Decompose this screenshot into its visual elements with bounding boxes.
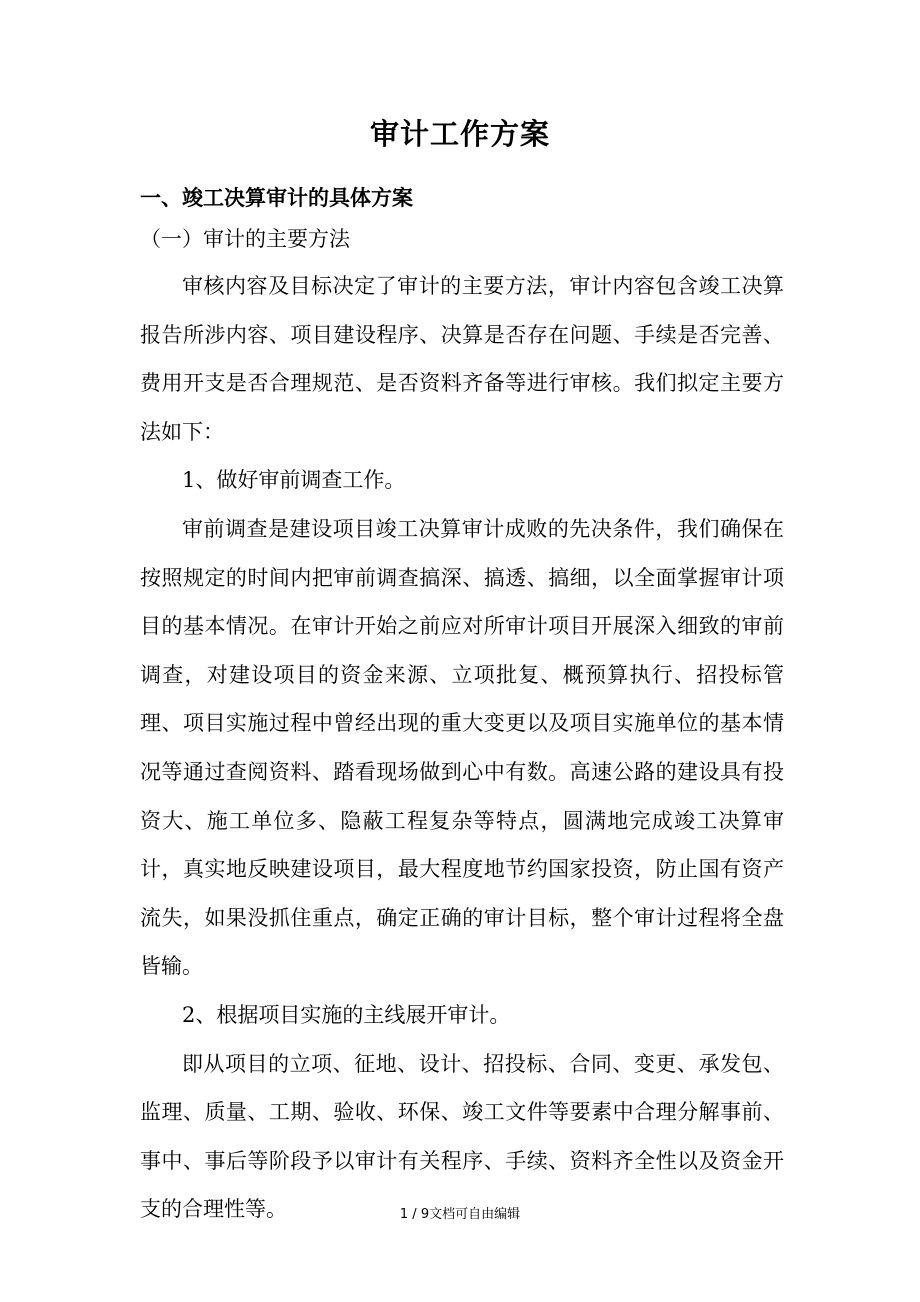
document-body bbox=[140, 262, 784, 1234]
document-title: 审计工作方案 bbox=[369, 117, 550, 151]
paragraph-step-2-body: 即从项目的立项、征地、设计、招投标、合同、变更、承发包、监理、质量、工期、验收、环保、竣工文件等要素中合理分解事前、事中、事后等阶段予以审计有关程序、手续、资料齐全性以及资金开支的合理性等。 bbox=[140, 1051, 784, 1222]
paragraph-step-1-body: 审前调查是建设项目竣工决算审计成败的先决条件，我们确保在按照规定的时间内把审前调查搞深、搞透、搞细，以全面掌握审计项目的基本情况。在审计开始之前应对所审计项目开展深入细致的审前调查，对建设项目的资金来源、立项批复、概预算执行、招投标管理、项目实施过程中曾经出现的重大变更以及项目实施单位的基本情况等通过查阅资料、踏看现场做到心中有数。高速公路的建设具有投资大、施工单位多、隐蔽工程复杂等特点，圆满地完成竣工决算审计，真实地反映建设项目，最大程度地节约国家投资，防止国有资产流失，如果没抓住重点，确定正确的审计目标，整个审计过程将全盘皆输。 bbox=[140, 516, 784, 979]
paragraph-intro: 审核内容及目标决定了审计的主要方法，审计内容包含竣工决算报告所涉内容、项目建设程序、决算是否存在问题、手续是否完善、费用开支是否合理规范、是否资料齐备等进行审核。我们拟定主要方法如下： bbox=[140, 274, 784, 444]
section-heading: 一、竣工决算审计的具体方案 bbox=[140, 186, 413, 210]
page-footer: 1 / 9文档可自由编辑 bbox=[399, 1207, 521, 1222]
paragraph-step-1-title: 1、做好审前调查工作。 bbox=[182, 468, 406, 493]
subsection-heading: （一）审计的主要方法 bbox=[140, 227, 350, 251]
paragraph-step-2-title: 2、根据项目实施的主线展开审计。 bbox=[182, 1002, 511, 1027]
